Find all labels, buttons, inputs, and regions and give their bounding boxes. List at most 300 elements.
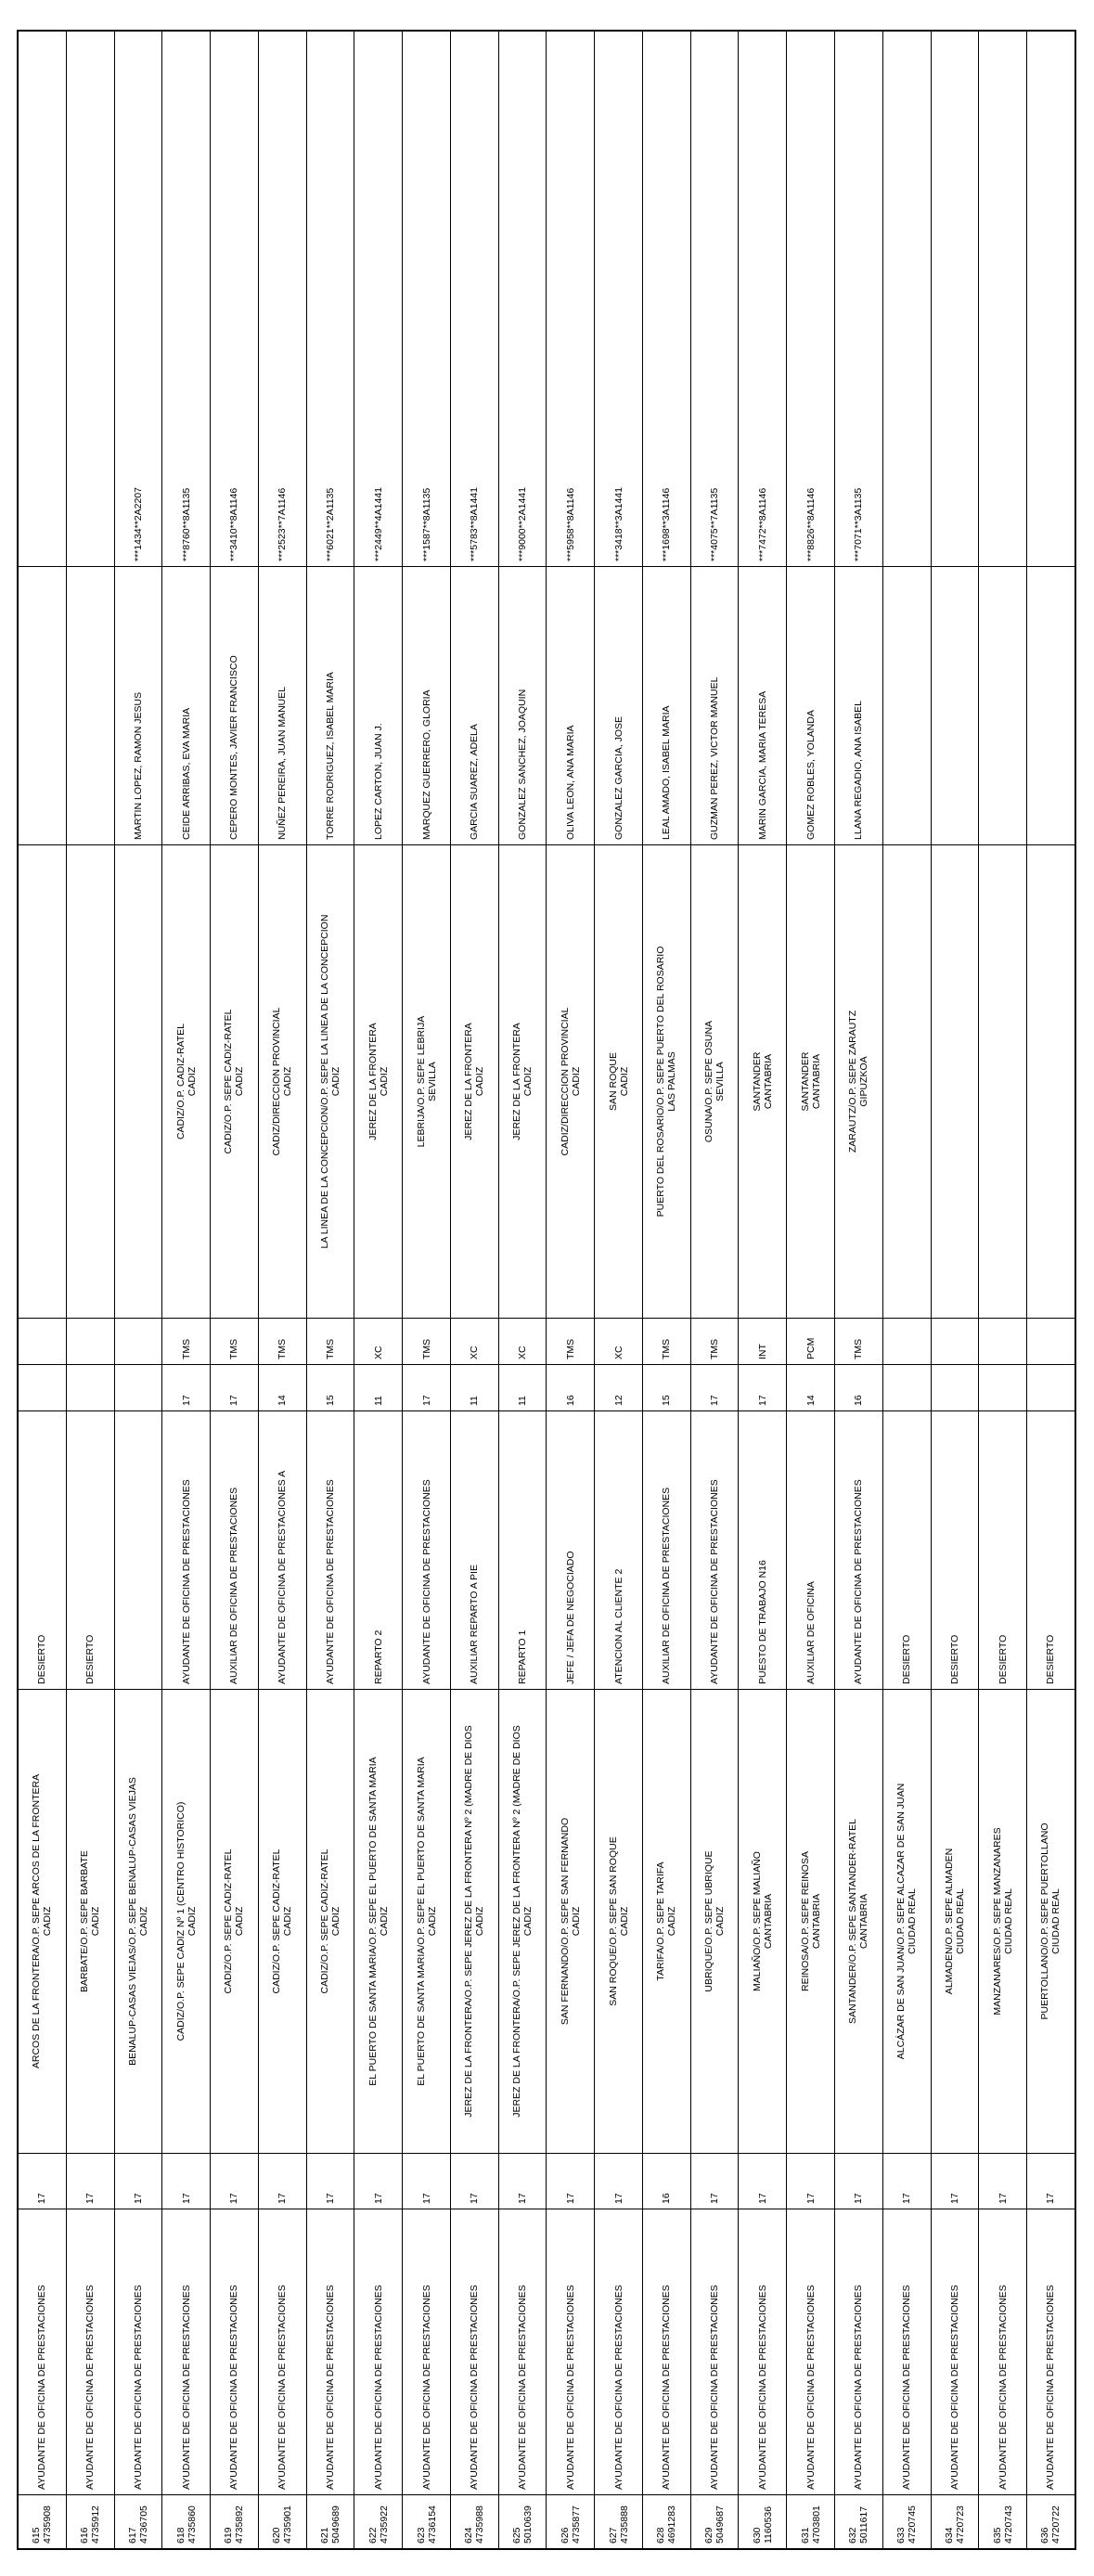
origin-level-cell — [162, 1364, 210, 1410]
origin-province: SEVILLA — [426, 1062, 438, 1101]
level-cell — [115, 2153, 162, 2209]
candidate-name-cell — [451, 566, 498, 844]
origin-location-cell — [691, 844, 739, 1318]
candidate-id-cell — [643, 32, 690, 566]
candidate-name-cell — [67, 566, 114, 844]
candidate-name-cell — [1027, 566, 1075, 844]
unit-cell — [1027, 1689, 1075, 2153]
job-title: AYUDANTE DE OFICINA DE PRESTACIONES — [709, 2285, 721, 2490]
origin-location-cell — [883, 844, 931, 1318]
candidate-name: CEIDE ARRIBAS, EVA MARIA — [180, 707, 192, 840]
job-title: AYUDANTE DE OFICINA DE PRESTACIONES — [612, 2285, 624, 2490]
job-title-cell — [691, 2209, 739, 2494]
candidate-name-cell — [595, 566, 642, 844]
origin-post-cell — [115, 1410, 162, 1689]
candidate-name: OLIVA LEON, ANA MARIA — [564, 725, 576, 840]
level: 17 — [84, 2193, 97, 2204]
origin-level: 15 — [324, 1395, 336, 1406]
origin-location-cell — [354, 844, 402, 1318]
unit-cell — [883, 1689, 931, 2153]
order-number: 629 — [703, 2527, 715, 2544]
origin-location: SAN ROQUE — [607, 1052, 619, 1112]
origin-location: LA LINEA DE LA CONCEPCION/O.P. SEPE LA LINEA DE LA CONCEPCION — [318, 914, 330, 1249]
unit-name: SAN FERNANDO/O.P. SEPE SAN FERNANDO — [559, 1817, 571, 2026]
unit-province: CADIZ — [714, 1906, 727, 1937]
origin-level: 16 — [853, 1395, 865, 1406]
origin-location-cell — [162, 844, 210, 1318]
job-title: AYUDANTE DE OFICINA DE PRESTACIONES — [324, 2285, 336, 2490]
origin-level: 17 — [420, 1395, 432, 1406]
ministry-code: XC — [372, 1346, 384, 1359]
origin-post-cell — [691, 1410, 739, 1689]
level-cell — [787, 2153, 834, 2209]
origin-level: 15 — [661, 1395, 673, 1406]
position-code: 5010639 — [522, 2505, 534, 2544]
level-cell — [595, 2153, 642, 2209]
level: 17 — [709, 2193, 721, 2204]
origin-location-cell — [259, 844, 306, 1318]
unit-province: CIUDAD REAL — [1050, 1888, 1062, 1954]
ministry-code: PCM — [804, 1337, 817, 1359]
origin-post: DESIERTO — [1045, 1634, 1057, 1684]
candidate-id: ***2523**7A1146 — [277, 487, 289, 561]
origin-location-cell — [835, 844, 882, 1318]
table-row — [932, 32, 980, 2548]
ministry-cell — [307, 1318, 354, 1364]
origin-post: DESIERTO — [84, 1634, 97, 1684]
candidate-id: ***4075**7A1135 — [709, 487, 721, 561]
level: 17 — [36, 2193, 48, 2204]
table-row — [499, 32, 547, 2548]
candidate-name: NUÑEZ PEREIRA, JUAN MANUEL — [277, 686, 289, 840]
origin-province: CANTABRIA — [762, 1053, 774, 1110]
origin-location-cell — [979, 844, 1026, 1318]
unit-province: CIUDAD REAL — [1002, 1888, 1014, 1954]
order-number: 624 — [463, 2527, 475, 2544]
unit-name: CADIZ/O.P. SEPE CADIZ-RATEL — [223, 1848, 235, 1994]
candidate-id-cell — [403, 32, 450, 566]
origin-level-cell — [787, 1364, 834, 1410]
unit-name: TARIFA/O.P. SEPE TARIFA — [655, 1861, 667, 1981]
candidate-name-cell — [547, 566, 594, 844]
origin-level-cell — [835, 1364, 882, 1410]
job-title: AYUDANTE DE OFICINA DE PRESTACIONES — [997, 2285, 1009, 2490]
origin-post: AYUDANTE DE OFICINA DE PRESTACIONES A — [277, 1470, 289, 1684]
unit-cell — [115, 1689, 162, 2153]
candidate-id: ***1698**3A1146 — [661, 487, 673, 561]
origin-level: 14 — [804, 1395, 817, 1406]
candidate-id: ***5783**8A1441 — [469, 487, 481, 561]
origin-post-cell — [1027, 1410, 1075, 1689]
level-cell — [307, 2153, 354, 2209]
position-code: 5049689 — [329, 2505, 341, 2544]
ministry-cell — [451, 1318, 498, 1364]
origin-location-cell — [643, 844, 690, 1318]
origin-location: CADIZ/DIRECCION PROVINCIAL — [559, 1007, 571, 1156]
level: 17 — [228, 2193, 240, 2204]
level-cell — [835, 2153, 882, 2209]
unit-cell — [547, 1689, 594, 2153]
unit-province: CANTABRIA — [762, 1893, 774, 1950]
table-row — [115, 32, 163, 2548]
candidate-id: ***2449**4A1441 — [372, 487, 384, 561]
level-cell — [691, 2153, 739, 2209]
unit-name: ALMADEN/O.P. SEPE ALMADEN — [943, 1848, 955, 1995]
origin-location: CADIZ/O.P. CADIZ-RATEL — [174, 1023, 187, 1140]
position-id-cell — [787, 2494, 834, 2548]
ministry-cell — [595, 1318, 642, 1364]
job-title: AYUDANTE DE OFICINA DE PRESTACIONES — [420, 2285, 432, 2490]
origin-post-cell — [67, 1410, 114, 1689]
unit-cell — [19, 1689, 66, 2153]
origin-location: CADIZ/DIRECCION PROVINCIAL — [271, 1007, 283, 1156]
rotated-sheet — [17, 30, 1076, 2550]
table-row — [835, 32, 883, 2548]
origin-level-cell — [1027, 1364, 1075, 1410]
candidate-id-cell — [595, 32, 642, 566]
level-cell — [354, 2153, 402, 2209]
order-number: 622 — [367, 2527, 379, 2544]
candidate-name-cell — [787, 566, 834, 844]
unit-province: CADIZ — [666, 1906, 678, 1937]
origin-location: JEREZ DE LA FRONTERA — [511, 1023, 523, 1140]
origin-level-cell — [979, 1364, 1026, 1410]
candidate-name-cell — [643, 566, 690, 844]
origin-level: 11 — [372, 1396, 384, 1406]
ministry-cell — [259, 1318, 306, 1364]
position-code: 4736705 — [137, 2505, 149, 2544]
order-number: 635 — [991, 2527, 1003, 2544]
ministry-code: TMS — [853, 1338, 865, 1359]
origin-post-cell — [739, 1410, 786, 1689]
level: 17 — [132, 2193, 144, 2204]
table-row — [979, 32, 1027, 2548]
origin-level: 16 — [564, 1395, 576, 1406]
origin-location-cell — [739, 844, 786, 1318]
origin-location-cell — [451, 844, 498, 1318]
order-number: 618 — [174, 2527, 187, 2544]
origin-level: 12 — [612, 1395, 624, 1406]
origin-post: AYUDANTE DE OFICINA DE PRESTACIONES — [324, 1479, 336, 1684]
job-title: AYUDANTE DE OFICINA DE PRESTACIONES — [517, 2285, 529, 2490]
origin-location-cell — [499, 844, 547, 1318]
level: 17 — [517, 2193, 529, 2204]
job-title-cell — [451, 2209, 498, 2494]
candidate-id-cell — [883, 32, 931, 566]
unit-province: CANTABRIA — [858, 1893, 870, 1950]
order-number: 620 — [271, 2527, 283, 2544]
level-cell — [451, 2153, 498, 2209]
origin-location-cell — [211, 844, 258, 1318]
origin-level: 14 — [277, 1395, 289, 1406]
level: 17 — [901, 2193, 913, 2204]
origin-level-cell — [115, 1364, 162, 1410]
position-id-cell — [932, 2494, 979, 2548]
candidate-id: ***5958**8A1146 — [564, 487, 576, 561]
unit-cell — [932, 1689, 979, 2153]
unit-name: MALIAÑO/O.P. SEPE MALIAÑO — [751, 1851, 763, 1991]
candidate-name: GARCIA SUAREZ, ADELA — [469, 724, 481, 840]
ministry-cell — [162, 1318, 210, 1364]
unit-cell — [787, 1689, 834, 2153]
origin-post-cell — [19, 1410, 66, 1689]
level: 17 — [612, 2193, 624, 2204]
level: 17 — [804, 2193, 817, 2204]
level: 17 — [1045, 2193, 1057, 2204]
job-title-cell — [1027, 2209, 1075, 2494]
ministry-cell — [1027, 1318, 1075, 1364]
unit-name: PUERTOLLANO/O.P. SEPE PUERTOLLANO — [1039, 1823, 1051, 2020]
candidate-id: ***1434**2A2207 — [132, 487, 144, 561]
unit-cell — [595, 1689, 642, 2153]
origin-post-cell — [259, 1410, 306, 1689]
unit-name: JEREZ DE LA FRONTERA/O.P. SEPE JEREZ DE LA FRONTERA Nº 2 (MADRE DE DIOS — [511, 1725, 523, 2118]
order-number: 630 — [751, 2527, 763, 2544]
order-number: 634 — [943, 2527, 955, 2544]
unit-name: REINOSA/O.P. SEPE REINOSA — [799, 1851, 811, 1991]
origin-level: 17 — [180, 1395, 192, 1406]
unit-province: CADIZ — [42, 1906, 54, 1937]
candidate-id: ***3410**8A1146 — [228, 487, 240, 561]
origin-level: 17 — [709, 1395, 721, 1406]
origin-post: AUXILIAR DE OFICINA — [804, 1581, 817, 1684]
table-row — [883, 32, 932, 2548]
origin-level: 11 — [469, 1396, 481, 1406]
origin-level-cell — [739, 1364, 786, 1410]
origin-post-cell — [307, 1410, 354, 1689]
order-number: 616 — [79, 2527, 91, 2544]
origin-level-cell — [547, 1364, 594, 1410]
job-title-cell — [115, 2209, 162, 2494]
origin-province: CADIZ — [329, 1066, 341, 1097]
level-cell — [499, 2153, 547, 2209]
unit-province: CADIZ — [522, 1906, 534, 1937]
level-cell — [162, 2153, 210, 2209]
origin-level-cell — [595, 1364, 642, 1410]
position-code: 4691283 — [666, 2505, 678, 2544]
candidate-name: MARQUEZ GUERRERO, GLORIA — [420, 689, 432, 840]
unit-province: CIUDAD REAL — [907, 1888, 919, 1954]
origin-location: ZARAUTZ/O.P. SEPE ZARAUTZ — [847, 1010, 859, 1153]
level: 17 — [997, 2193, 1009, 2204]
job-title-cell — [787, 2209, 834, 2494]
candidate-name: LLANA REGADIO, ANA ISABEL — [853, 701, 865, 840]
origin-province: CADIZ — [234, 1066, 246, 1097]
table-row — [691, 32, 740, 2548]
job-title: AYUDANTE DE OFICINA DE PRESTACIONES — [564, 2285, 576, 2490]
table-row — [354, 32, 403, 2548]
table-row — [162, 32, 211, 2548]
ministry-cell — [691, 1318, 739, 1364]
candidate-name: MARIN GARCIA, MARIA TERESA — [756, 690, 768, 840]
order-number: 617 — [126, 2527, 138, 2544]
allocation-table — [17, 30, 1076, 2550]
origin-post-cell — [595, 1410, 642, 1689]
candidate-name-cell — [499, 566, 547, 844]
candidate-id: ***3418**3A1441 — [612, 487, 624, 561]
position-code: 5011617 — [858, 2505, 870, 2544]
candidate-id: ***6021**2A1135 — [324, 487, 336, 561]
origin-province: GIPUZKOA — [858, 1056, 870, 1107]
candidate-id-cell — [211, 32, 258, 566]
ministry-code: XC — [612, 1346, 624, 1359]
unit-name: ARCOS DE LA FRONTERA/O.P. SEPE ARCOS DE LA FRONTERA — [31, 1773, 43, 2069]
job-title-cell — [162, 2209, 210, 2494]
job-title: AYUDANTE DE OFICINA DE PRESTACIONES — [372, 2285, 384, 2490]
candidate-name: CEPERO MONTES, JAVIER FRANCISCO — [228, 655, 240, 840]
table-row — [67, 32, 115, 2548]
position-id-cell — [115, 2494, 162, 2548]
position-id-cell — [211, 2494, 258, 2548]
order-number: 627 — [607, 2527, 619, 2544]
ministry-cell — [354, 1318, 402, 1364]
position-code: 4735912 — [90, 2505, 102, 2544]
unit-cell — [691, 1689, 739, 2153]
position-id-cell — [499, 2494, 547, 2548]
level: 17 — [372, 2193, 384, 2204]
position-id-cell — [835, 2494, 882, 2548]
job-title: AYUDANTE DE OFICINA DE PRESTACIONES — [132, 2285, 144, 2490]
position-code: 4735901 — [282, 2505, 294, 2544]
level: 17 — [469, 2193, 481, 2204]
job-title-cell — [883, 2209, 931, 2494]
job-title-cell — [932, 2209, 979, 2494]
origin-province: CADIZ — [378, 1066, 390, 1097]
job-title-cell — [259, 2209, 306, 2494]
unit-cell — [451, 1689, 498, 2153]
origin-level-cell — [499, 1364, 547, 1410]
origin-post: JEFE / JEFA DE NEGOCIADO — [564, 1551, 576, 1684]
level-cell — [403, 2153, 450, 2209]
origin-location-cell — [19, 844, 66, 1318]
ministry-cell — [739, 1318, 786, 1364]
level-cell — [979, 2153, 1026, 2209]
unit-province: CADIZ — [618, 1906, 630, 1937]
unit-province: CADIZ — [90, 1906, 102, 1937]
origin-location: SANTANDER — [751, 1051, 763, 1112]
candidate-name-cell — [115, 566, 162, 844]
job-title: AYUDANTE DE OFICINA DE PRESTACIONES — [36, 2285, 48, 2490]
job-title-cell — [595, 2209, 642, 2494]
unit-cell — [307, 1689, 354, 2153]
origin-level-cell — [307, 1364, 354, 1410]
origin-province: LAS PALMAS — [666, 1051, 678, 1112]
origin-post: REPARTO 2 — [372, 1629, 384, 1684]
order-number: 631 — [799, 2527, 811, 2544]
job-title: AYUDANTE DE OFICINA DE PRESTACIONES — [277, 2285, 289, 2490]
position-id-cell — [162, 2494, 210, 2548]
order-number: 615 — [31, 2527, 43, 2544]
origin-post: DESIERTO — [36, 1634, 48, 1684]
origin-level-cell — [67, 1364, 114, 1410]
job-title: AYUDANTE DE OFICINA DE PRESTACIONES — [661, 2285, 673, 2490]
level-cell — [739, 2153, 786, 2209]
position-code: 4720723 — [954, 2505, 966, 2544]
position-code: 4703801 — [810, 2505, 822, 2544]
level-cell — [643, 2153, 690, 2209]
unit-name: EL PUERTO DE SANTA MARIA/O.P. SEPE EL PUERTO DE SANTA MARIA — [415, 1757, 427, 2086]
level: 17 — [277, 2193, 289, 2204]
unit-province: CADIZ — [282, 1906, 294, 1937]
ministry-cell — [835, 1318, 882, 1364]
ministry-code: TMS — [709, 1338, 721, 1359]
origin-post: DESIERTO — [901, 1634, 913, 1684]
position-id-cell — [691, 2494, 739, 2548]
origin-post: ATENCION AL CLIENTE 2 — [612, 1568, 624, 1684]
unit-cell — [162, 1689, 210, 2153]
origin-level-cell — [403, 1364, 450, 1410]
origin-location: JEREZ DE LA FRONTERA — [367, 1023, 379, 1140]
job-title-cell — [499, 2209, 547, 2494]
unit-cell — [979, 1689, 1026, 2153]
order-number: 632 — [847, 2527, 859, 2544]
job-title-cell — [307, 2209, 354, 2494]
unit-name: SAN ROQUE/O.P. SEPE SAN ROQUE — [607, 1836, 619, 2006]
job-title-cell — [403, 2209, 450, 2494]
table-row — [451, 32, 499, 2548]
origin-post-cell — [835, 1410, 882, 1689]
origin-level-cell — [643, 1364, 690, 1410]
job-title-cell — [979, 2209, 1026, 2494]
level: 16 — [661, 2193, 673, 2204]
origin-province: CADIZ — [618, 1066, 630, 1097]
origin-location-cell — [403, 844, 450, 1318]
candidate-name-cell — [835, 566, 882, 844]
origin-location-cell — [115, 844, 162, 1318]
level: 17 — [564, 2193, 576, 2204]
level-cell — [19, 2153, 66, 2209]
origin-level-cell — [691, 1364, 739, 1410]
position-id-cell — [67, 2494, 114, 2548]
level: 17 — [420, 2193, 432, 2204]
ministry-code: TMS — [277, 1338, 289, 1359]
unit-province: CANTABRIA — [810, 1893, 822, 1950]
level-cell — [259, 2153, 306, 2209]
candidate-id-cell — [354, 32, 402, 566]
origin-post: AYUDANTE DE OFICINA DE PRESTACIONES — [420, 1479, 432, 1684]
position-id-cell — [259, 2494, 306, 2548]
order-number: 628 — [655, 2527, 667, 2544]
unit-province: CADIZ — [137, 1906, 149, 1937]
unit-cell — [739, 1689, 786, 2153]
position-code: 4735908 — [42, 2505, 54, 2544]
unit-province: CADIZ — [474, 1906, 486, 1937]
unit-name: CADIZ/O.P. SEPE CADIZ-RATEL — [318, 1848, 330, 1994]
position-id-cell — [979, 2494, 1026, 2548]
table-row — [307, 32, 355, 2548]
candidate-id-cell — [162, 32, 210, 566]
origin-location: CADIZ/O.P. SEPE CADIZ-RATEL — [223, 1009, 235, 1154]
origin-location-cell — [1027, 844, 1075, 1318]
level-cell — [67, 2153, 114, 2209]
unit-name: CADIZ/O.P. SEPE CADIZ-RATEL — [271, 1848, 283, 1994]
level-cell — [932, 2153, 979, 2209]
position-id-cell — [595, 2494, 642, 2548]
origin-location-cell — [932, 844, 979, 1318]
table-row — [787, 32, 835, 2548]
candidate-id-cell — [979, 32, 1026, 566]
origin-level-cell — [354, 1364, 402, 1410]
job-title: AYUDANTE DE OFICINA DE PRESTACIONES — [901, 2285, 913, 2490]
job-title: AYUDANTE DE OFICINA DE PRESTACIONES — [804, 2285, 817, 2490]
table-row — [547, 32, 595, 2548]
origin-province: SEVILLA — [714, 1062, 727, 1101]
candidate-id-cell — [259, 32, 306, 566]
unit-cell — [643, 1689, 690, 2153]
job-title: AYUDANTE DE OFICINA DE PRESTACIONES — [756, 2285, 768, 2490]
origin-level: 11 — [517, 1396, 529, 1406]
candidate-name: GOMEZ ROBLES, YOLANDA — [804, 710, 817, 840]
